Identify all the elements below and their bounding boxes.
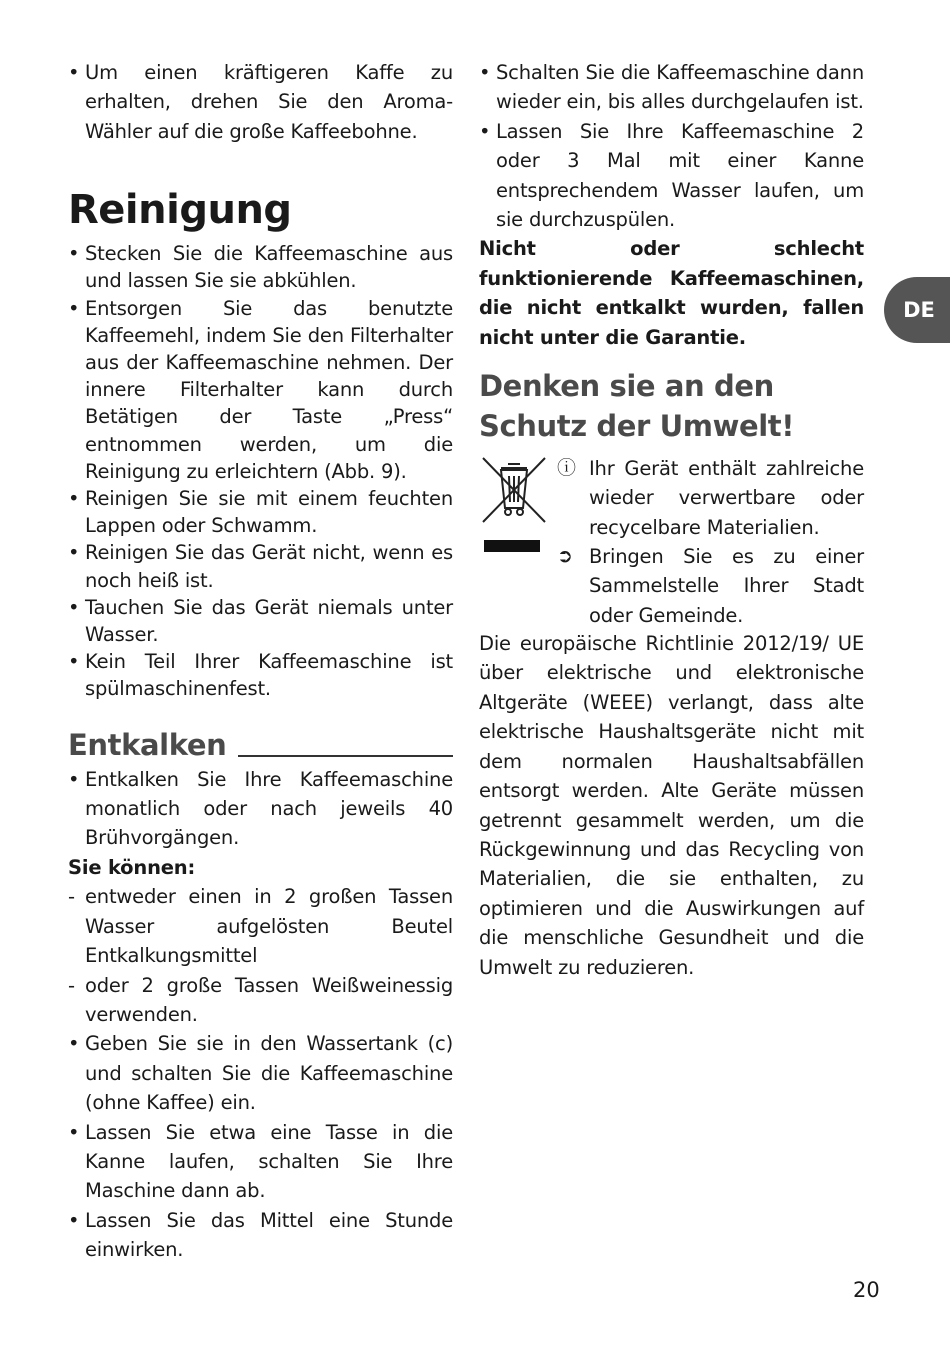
intro-bullet-text: Um einen kräftigeren Kaffe zu erhalten, drehen Sie den Aroma-Wähler auf die große Kaffeebohne.	[85, 61, 453, 143]
weee-paragraph: Die europäische Richtlinie 2012/19/ UE über elektrische und elektronische Altgeräte (WEEE) verlangt, dass alte elektrische Haushaltsgeräte nicht mit dem normalen Haushaltsabfällen entsorgt werden. Alte Geräte müssen getrennt gesammelt werden, um die Rückgewinnung und das Recycling von Materialien, die sie enthalten, zu optimieren und die Auswirkungen auf die menschliche Gesundheit und die Umwelt zu reduzieren.	[479, 632, 864, 979]
list-item	[68, 1118, 453, 1206]
list-item-text: Stecken Sie die Kaffeemaschine aus und lassen Sie sie abkühlen.	[85, 242, 453, 293]
dash-item-text: oder 2 große Tassen Weißweinessig verwenden.	[85, 973, 453, 1026]
language-tab: DE	[884, 277, 950, 343]
entkalken-heading-text: Entkalken	[68, 727, 227, 762]
bullet-mark: •	[68, 1032, 80, 1056]
weee-black-bar	[484, 540, 540, 552]
list-item	[68, 295, 453, 485]
list-item	[68, 765, 453, 853]
bullet-mark: •	[68, 296, 80, 320]
bullet-mark: •	[68, 767, 80, 791]
dash-item	[68, 882, 453, 970]
sie-koennen-label: Sie können:	[68, 855, 196, 879]
list-item-text: Lassen Sie das Mittel eine Stunde einwirken.	[85, 1208, 453, 1262]
intro-bullet	[68, 58, 453, 146]
heading-rule	[238, 755, 453, 757]
list-item-text: Geben Sie sie in den Wassertank (c) und schalten Sie die Kaffeemaschine (ohne Kaffee) ein.	[85, 1032, 453, 1115]
info-text: Ihr Gerät enthält zahlreiche wieder verwertbare oder recycelbare Materialien.	[589, 457, 864, 539]
list-item	[68, 1206, 453, 1265]
list-item-text: Lassen Sie etwa eine Tasse in die Kanne laufen, schalten Sie Ihre Maschine dann ab.	[85, 1120, 453, 1203]
bullet-mark: •	[479, 61, 491, 84]
dash-item	[68, 971, 453, 1030]
list-item-text: Entkalken Sie Ihre Kaffeemaschine monatlich oder nach jeweils 40 Brühvorgängen.	[85, 767, 453, 850]
bullet-mark: •	[68, 242, 80, 266]
bullet-mark: •	[68, 487, 80, 511]
list-item	[68, 1029, 453, 1117]
crossed-bin-icon	[479, 456, 547, 526]
bullet-mark: •	[68, 595, 80, 619]
dash-mark: -	[68, 973, 75, 997]
list-item-text: Lassen Sie Ihre Kaffeemaschine 2 oder 3 Mal mit einer Kanne entsprechendem Wasser laufen, um sie durchzuspülen.	[496, 119, 864, 232]
bullet-mark: •	[68, 541, 80, 565]
reinigung-heading: Reinigung	[68, 187, 292, 234]
page-number: 20	[853, 1278, 880, 1302]
list-item-text: Entsorgen Sie das benutzte Kaffeemehl, indem Sie den Filterhalter aus der Kaffeemaschine nehmen. Der innere Filterhalter kann durch Betätigen der Taste „Press“ entnommen werden, um die Reinigung zu erleichtern (Abb. 9).	[85, 296, 453, 483]
umwelt-heading: Denken sie an den Schutz der Umwelt!	[479, 369, 795, 444]
bullet-mark: •	[68, 1120, 80, 1144]
dash-mark: -	[68, 885, 75, 909]
bullet-mark: •	[479, 119, 491, 143]
info-icon: ⓘ	[557, 457, 576, 480]
bullet-mark: •	[68, 1208, 80, 1232]
list-item	[479, 117, 864, 235]
dash-item-text: entweder einen in 2 großen Tassen Wasser aufgelösten Beutel Entkalkungsmittel	[85, 885, 453, 968]
list-item-text: Kein Teil Ihrer Kaffeemaschine ist spülmaschinenfest.	[85, 650, 453, 701]
bullet-mark: •	[68, 61, 80, 84]
arrow-icon: ➲	[557, 545, 573, 568]
list-item	[479, 58, 864, 117]
list-item-text: Reinigen Sie das Gerät nicht, wenn es noch heiß ist.	[85, 541, 453, 592]
reinigung-list	[68, 240, 453, 702]
right-column	[479, 58, 864, 982]
entkalken-list	[68, 765, 453, 1265]
arrow-text: Bringen Sie es zu einer Sammelstelle Ihrer Stadt oder Gemeinde.	[589, 545, 864, 627]
list-item-text: Reinigen Sie sie mit einem feuchten Lappen oder Schwamm.	[85, 487, 453, 538]
left-column	[68, 58, 453, 1265]
list-item-text: Tauchen Sie das Gerät niemals unter Wasser.	[85, 595, 453, 647]
bullet-mark: •	[68, 650, 80, 674]
list-item	[68, 485, 453, 539]
list-item-text: Schalten Sie die Kaffeemaschine dann wieder ein, bis alles durchgelaufen ist.	[496, 61, 864, 114]
entkalken-heading	[68, 725, 453, 765]
weee-block	[479, 454, 864, 629]
guarantee-warning: Nicht oder schlecht funktionierende Kaffeemaschinen, die nicht entkalkt wurden, fallen nicht unter die Garantie.	[479, 237, 864, 349]
list-item	[68, 594, 453, 648]
list-item	[68, 648, 453, 702]
list-item	[68, 539, 453, 593]
list-item	[68, 240, 453, 294]
